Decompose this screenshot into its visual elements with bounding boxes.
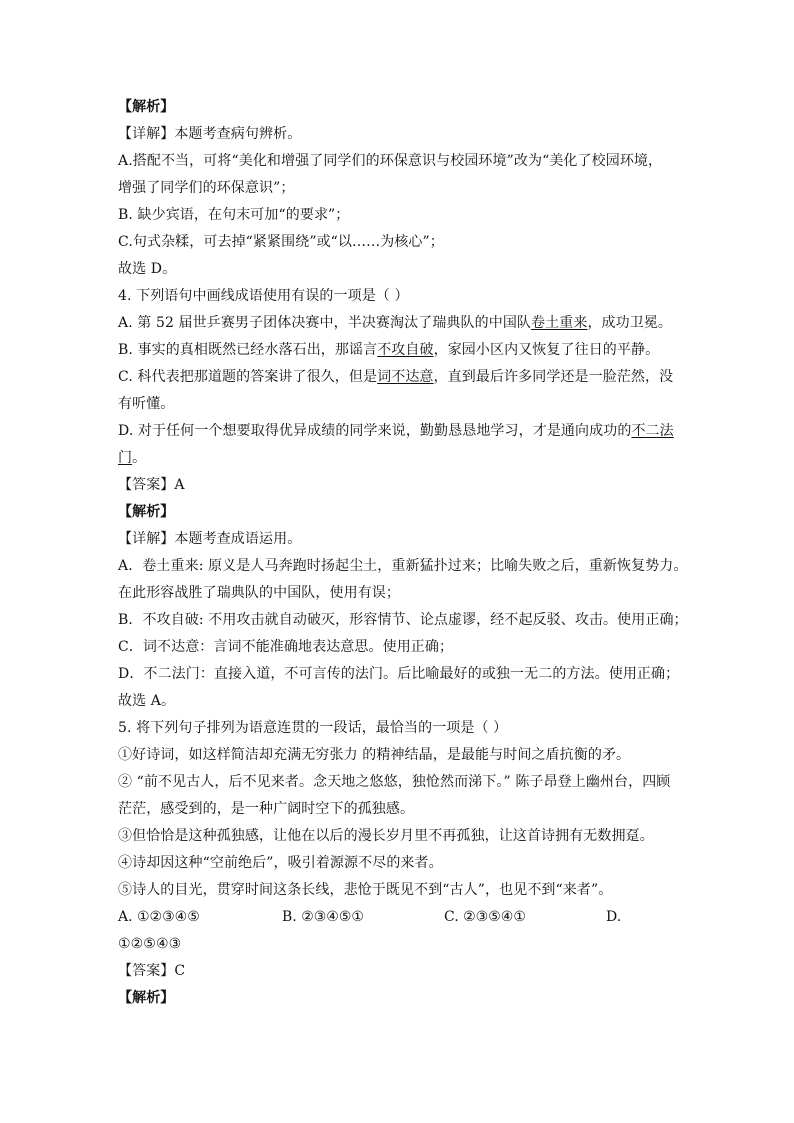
q5-sentence-2-line1: ② “前不见古人，后不见来者。念天地之悠悠，独怆然而涕下。” 陈子昂登上幽州台，四顾 — [118, 774, 671, 790]
q4-analysis-heading: 【解析】 — [118, 504, 175, 520]
q3-option-a-line2: 增强了同学们的环保意识”； — [118, 180, 295, 196]
q4-a-text: A. 第 52 届世乒赛男子团体决赛中，半决赛淘汰了瑞典队的中国队 — [118, 315, 532, 331]
q4-d-tail: 。 — [132, 450, 147, 466]
q4-b-idiom: 不攻自破 — [377, 342, 434, 358]
q5-option-d: ①②⑤④③ — [118, 936, 182, 952]
q4-option-d-line2 — [118, 445, 688, 472]
q4-b-text: B. 事实的真相既然已经水落石出，那谣言 — [118, 342, 378, 358]
q3-option-b: B. 缺少宾语，在句末可加“的要求”； — [118, 207, 350, 223]
q4-a-tail: ，成功卫冕。 — [587, 315, 673, 331]
q4-detail: 【详解】本题考查成语运用。 — [118, 531, 302, 547]
q3-option-c: C.句式杂糅，可去掉“紧紧围绕”或“以……为核心”； — [118, 234, 444, 250]
q3-conclusion: 故选 D。 — [118, 261, 177, 277]
q5-sentence-4: ④诗却因这种“空前绝后”，吸引着源源不尽的来者。 — [118, 855, 443, 871]
q4-d-text: D. 对于任何一个想要取得优异成绩的同学来说，勤勤恳恳地学习，才是通向成功的 — [118, 423, 632, 439]
q4-a-idiom: 卷土重来 — [531, 315, 588, 331]
q4-analysis-b: B．不攻自破: 不用攻击就自动破灭，形容情节、论点虚谬，经不起反驳、攻击。使用正确； — [118, 612, 688, 628]
q4-d-idiom-part2: 门 — [118, 450, 133, 466]
q4-b-tail: ，家园小区内又恢复了往日的平静。 — [433, 342, 660, 358]
q3-option-a-line1: A.搭配不当，可将“美化和增强了同学们的环保意识与校园环境”改为“美化了校园环境， — [118, 153, 663, 169]
q4-c-tail: ，直到最后许多同学还是一脸茫然，没 — [433, 369, 674, 385]
q4-c-text: C. 科代表把那道题的答案讲了很久，但是 — [118, 369, 378, 385]
q5-sentence-2-line2: 茫茫，感受到的，是一种广阔时空下的孤独感。 — [118, 801, 415, 817]
q5-option-a: A. ①②③④⑤ — [118, 909, 200, 925]
q5-stem: 5. 将下列句子排列为语意连贯的一段话，最恰当的一项是（ ） — [118, 720, 508, 736]
q4-answer: 【答案】A — [118, 477, 185, 493]
q4-option-d — [118, 418, 688, 445]
q3-analysis-heading: 【解析】 — [118, 99, 175, 115]
q4-c-idiom: 词不达意 — [377, 369, 434, 385]
q3-detail: 【详解】本题考查病句辨析。 — [118, 126, 302, 142]
q5-sentence-3: ③但恰恰是这种孤独感，让他在以后的漫长岁月里不再孤独，让这首诗拥有无数拥趸。 — [118, 828, 654, 844]
q4-analysis-d: D．不二法门：直接入道，不可言传的法门。后比喻最好的或独一无二的方法。使用正确； — [118, 666, 680, 682]
q4-stem: 4. 下列语句中画线成语使用有误的一项是（ ） — [118, 288, 409, 304]
q5-answer: 【答案】C — [118, 963, 186, 979]
q4-conclusion: 故选 A。 — [118, 693, 176, 709]
q5-option-d-label: D. — [606, 909, 622, 925]
q5-analysis-heading: 【解析】 — [118, 990, 175, 1006]
q5-options — [118, 904, 688, 931]
q5-sentence-1: ①好诗词，如这样简洁却充满无穷张力 的精神结晶，是最能与时间之盾抗衡的矛。 — [118, 747, 631, 763]
q4-analysis-a-line1: A．卷土重来: 原义是人马奔跑时扬起尘土，重新猛扑过来；比喻失败之后，重新恢复势力。 — [118, 558, 688, 574]
q4-d-idiom-part1: 不二法 — [631, 423, 674, 439]
q4-analysis-a-line2: 在此形容战胜了瑞典队的中国队，使用有误； — [118, 585, 400, 601]
q4-option-c — [118, 364, 688, 391]
q4-option-a — [118, 310, 688, 337]
q4-option-b — [118, 337, 688, 364]
q5-option-b: B. ②③④⑤① — [282, 909, 364, 925]
q5-option-c: C. ②③⑤④① — [444, 909, 526, 925]
q5-sentence-5: ⑤诗人的目光，贯穿时间这条长线，悲怆于既见不到“古人”，也见不到“来者”。 — [118, 882, 613, 898]
document-page — [118, 94, 688, 1012]
q4-option-c-line2: 有听懂。 — [118, 396, 175, 412]
q4-analysis-c: C．词不达意：言词不能准确地表达意思。使用正确； — [118, 639, 454, 655]
